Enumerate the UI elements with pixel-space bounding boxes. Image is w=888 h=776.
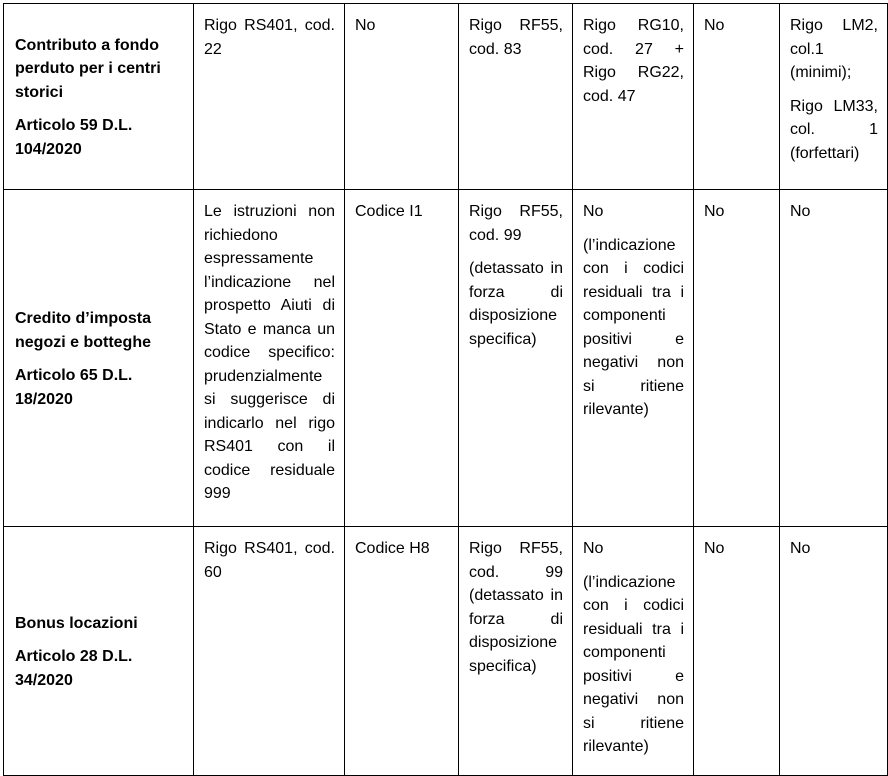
cell-text: (l’indicazione con i codici residuali tra i componenti positivi e negativi non si ritiene rilevante) xyxy=(583,236,684,418)
cell-col4 xyxy=(459,190,573,527)
cell-text: No xyxy=(790,540,811,557)
cell-text: Le istruzioni non richiedono espressamente l’indicazione nel prospetto Aiuti di Stato e manca un codice specifico: prudenzialmente si suggerisce di indicarlo nel rigo RS401 con il codice residuale 999 xyxy=(204,203,335,502)
measure-cell xyxy=(4,4,194,190)
cell-text: No xyxy=(704,203,725,220)
cell-col7 xyxy=(780,527,888,776)
cell-col2 xyxy=(194,190,345,527)
cell-col4 xyxy=(459,527,573,776)
cell-col3 xyxy=(345,190,459,527)
cell-col7 xyxy=(780,190,888,527)
cell-text: No xyxy=(704,540,725,557)
table-row xyxy=(4,4,888,190)
cell-col3 xyxy=(345,527,459,776)
cell-text: No xyxy=(583,203,604,220)
cell-col6 xyxy=(694,527,780,776)
cell-text: No xyxy=(790,203,811,220)
measure-name: Credito d’imposta negozi e botteghe xyxy=(15,310,152,351)
cell-text: Rigo RF55, cod. 99 (detassato in forza di disposizione specifica) xyxy=(469,540,563,675)
measure-name: Contributo a fondo perduto per i centri storici xyxy=(15,36,161,101)
cell-col4 xyxy=(459,4,573,190)
measure-cell xyxy=(4,190,194,527)
cell-text: Codice I1 xyxy=(355,203,423,220)
cell-text: No xyxy=(704,17,725,34)
measure-cell xyxy=(4,527,194,776)
cell-text: Rigo RS401, cod. 22 xyxy=(204,17,335,58)
cell-text: (detassato in forza di disposizione specifica) xyxy=(469,260,563,348)
cell-col6 xyxy=(694,190,780,527)
cell-text: No xyxy=(355,17,376,34)
measure-reference: Articolo 65 D.L. 18/2020 xyxy=(15,367,133,408)
cell-col5 xyxy=(573,527,694,776)
measure-name: Bonus locazioni xyxy=(15,614,138,632)
measure-reference: Articolo 59 D.L. 104/2020 xyxy=(15,117,133,158)
cell-text: Codice H8 xyxy=(355,540,430,557)
cell-text: Rigo RF55, cod. 83 xyxy=(469,17,563,58)
cell-text: Rigo LM33, col. 1 (forfettari) xyxy=(790,97,878,162)
measure-reference: Articolo 28 D.L. 34/2020 xyxy=(15,648,133,689)
cell-col2 xyxy=(194,527,345,776)
table-row xyxy=(4,190,888,527)
aiuti-di-stato-table xyxy=(3,3,888,776)
cell-col7 xyxy=(780,4,888,190)
cell-col5 xyxy=(573,4,694,190)
cell-text: No xyxy=(583,540,604,557)
cell-text: Rigo RF55, cod. 99 xyxy=(469,203,563,244)
cell-text: (l’indicazione con i codici residuali tra i componenti positivi e negativi non si ritiene rilevante) xyxy=(583,573,684,755)
cell-col6 xyxy=(694,4,780,190)
table-row xyxy=(4,527,888,776)
cell-text: Rigo RG10, cod. 27 + Rigo RG22, cod. 47 xyxy=(583,17,684,105)
cell-text: Rigo LM2, col.1 (minimi); xyxy=(790,17,878,81)
cell-col5 xyxy=(573,190,694,527)
cell-text: Rigo RS401, cod. 60 xyxy=(204,540,335,581)
cell-col2 xyxy=(194,4,345,190)
cell-col3 xyxy=(345,4,459,190)
